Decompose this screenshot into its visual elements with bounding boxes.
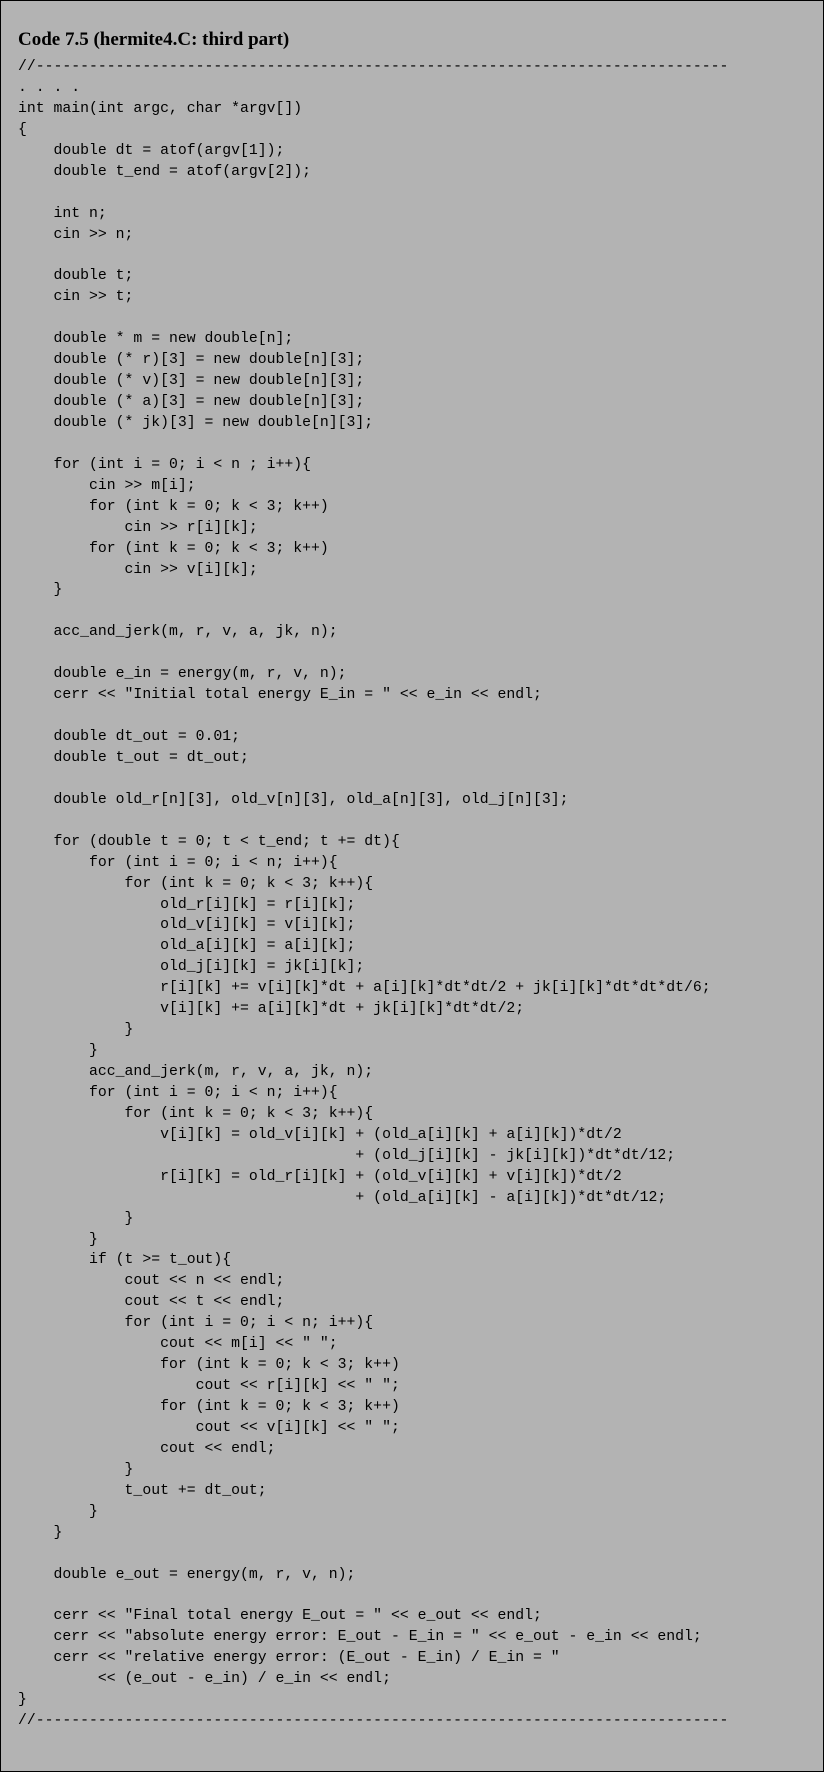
code-line: } — [18, 1022, 134, 1039]
code-line: double (* jk)[3] = new double[n][3]; — [18, 414, 374, 431]
code-line: for (int i = 0; i < n; i++){ — [18, 1084, 338, 1101]
code-line: double (* v)[3] = new double[n][3]; — [18, 373, 365, 390]
code-line: cout << r[i][k] << " "; — [18, 1378, 400, 1395]
code-line: r[i][k] = old_r[i][k] + (old_v[i][k] + v[i][k])*dt/2 — [18, 1168, 622, 1185]
code-line: //------------------------------------------------------------------------------ — [18, 59, 729, 75]
code-line: cin >> v[i][k]; — [18, 561, 258, 578]
code-line: double old_r[n][3], old_v[n][3], old_a[n][3], old_j[n][3]; — [18, 791, 569, 808]
code-line: cout << m[i] << " "; — [18, 1336, 338, 1353]
code-line: for (int k = 0; k < 3; k++) — [18, 498, 329, 515]
code-line: cerr << "Final total energy E_out = " << e_out << endl; — [18, 1608, 542, 1625]
code-line: double t; — [18, 268, 134, 285]
code-line: int n; — [18, 205, 107, 222]
code-line: cout << v[i][k] << " "; — [18, 1419, 400, 1436]
code-line: + (old_j[i][k] - jk[i][k])*dt*dt/12; — [18, 1147, 676, 1164]
code-line: double dt_out = 0.01; — [18, 729, 240, 745]
code-line: } — [18, 1043, 98, 1060]
code-line: double (* r)[3] = new double[n][3]; — [18, 352, 365, 369]
code-line — [18, 434, 728, 455]
code-line — [18, 811, 728, 832]
code-line: cerr << "absolute energy error: E_out - E_in = " << e_out - e_in << endl; — [18, 1629, 702, 1646]
code-line: } — [18, 1692, 27, 1709]
code-line: cout << t << endl; — [18, 1294, 285, 1311]
code-line: double t_out = dt_out; — [18, 749, 249, 766]
code-line: cin >> m[i]; — [18, 477, 196, 494]
code-line: for (int i = 0; i < n; i++){ — [18, 854, 338, 871]
code-line: old_v[i][k] = v[i][k]; — [18, 917, 356, 934]
code-line — [18, 643, 728, 664]
code-line: + (old_a[i][k] - a[i][k])*dt*dt/12; — [18, 1189, 667, 1206]
code-line: cin >> n; — [18, 226, 134, 243]
code-line: double t_end = atof(argv[2]); — [18, 163, 312, 180]
code-line: v[i][k] = old_v[i][k] + (old_a[i][k] + a[i][k])*dt/2 — [18, 1126, 622, 1143]
code-line: old_r[i][k] = r[i][k]; — [18, 896, 356, 913]
code-line — [18, 183, 728, 204]
code-line: { — [18, 121, 27, 138]
code-line: double * m = new double[n]; — [18, 331, 294, 348]
code-line: cin >> r[i][k]; — [18, 519, 258, 536]
code-line: t_out += dt_out; — [18, 1482, 267, 1499]
code-line: } — [18, 582, 63, 599]
code-line: for (int i = 0; i < n; i++){ — [18, 1315, 374, 1332]
code-line — [18, 601, 728, 622]
code-line: for (int k = 0; k < 3; k++) — [18, 1357, 400, 1374]
code-line: } — [18, 1503, 98, 1520]
code-line: acc_and_jerk(m, r, v, a, jk, n); — [18, 1064, 374, 1080]
code-line: double dt = atof(argv[1]); — [18, 142, 285, 159]
code-line: . . . . — [18, 79, 81, 96]
code-line: r[i][k] += v[i][k]*dt + a[i][k]*dt*dt/2 + jk[i][k]*dt*dt*dt/6; — [18, 980, 711, 997]
code-line: cin >> t; — [18, 289, 134, 306]
code-line: int main(int argc, char *argv[]) — [18, 100, 303, 117]
code-line: << (e_out - e_in) / e_in << endl; — [18, 1671, 391, 1688]
code-line: v[i][k] += a[i][k]*dt + jk[i][k]*dt*dt/2; — [18, 1001, 525, 1018]
code-line: cerr << "relative energy error: (E_out - E_in) / E_in = " — [18, 1650, 560, 1667]
code-line: if (t >= t_out){ — [18, 1252, 232, 1269]
code-line: } — [18, 1231, 98, 1248]
code-line: acc_and_jerk(m, r, v, a, jk, n); — [18, 624, 338, 641]
code-line: double e_out = energy(m, r, v, n); — [18, 1566, 356, 1583]
code-title: Code 7.5 (hermite4.C: third part) — [18, 29, 290, 50]
code-line: double e_in = energy(m, r, v, n); — [18, 666, 347, 683]
code-line: old_a[i][k] = a[i][k]; — [18, 938, 356, 955]
code-line: } — [18, 1524, 63, 1541]
code-line: //------------------------------------------------------------------------------ — [18, 1713, 729, 1730]
code-line: cout << endl; — [18, 1440, 276, 1457]
code-line: cout << n << endl; — [18, 1273, 285, 1290]
code-line — [18, 1585, 728, 1606]
code-line — [18, 245, 728, 266]
code-line — [18, 706, 728, 727]
code-line: for (int k = 0; k < 3; k++){ — [18, 1105, 374, 1122]
code-line — [18, 1544, 728, 1565]
code-line: double (* a)[3] = new double[n][3]; — [18, 394, 365, 410]
code-line: cerr << "Initial total energy E_in = " << e_in << endl; — [18, 687, 542, 704]
code-line — [18, 308, 728, 329]
code-line: for (int k = 0; k < 3; k++){ — [18, 875, 374, 892]
code-body — [18, 57, 728, 1732]
code-line: for (int k = 0; k < 3; k++) — [18, 1399, 400, 1415]
code-line — [18, 769, 728, 790]
code-line: for (int k = 0; k < 3; k++) — [18, 540, 329, 557]
code-line: for (double t = 0; t < t_end; t += dt){ — [18, 833, 400, 850]
code-line: } — [18, 1461, 134, 1478]
code-line: for (int i = 0; i < n ; i++){ — [18, 456, 312, 473]
code-line: } — [18, 1210, 134, 1227]
code-line: old_j[i][k] = jk[i][k]; — [18, 959, 365, 976]
